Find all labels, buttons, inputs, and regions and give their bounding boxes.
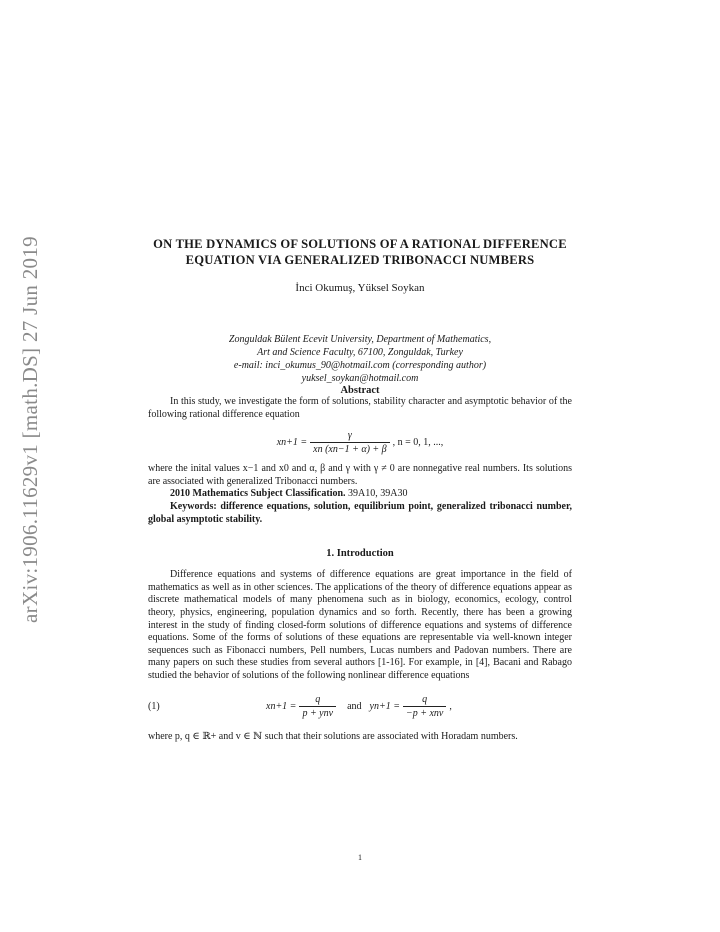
- equation-1: [148, 689, 572, 725]
- keywords-value: difference equations, solution, equilibrium point, generalized tribonacci number, global asymptotic stability.: [148, 500, 572, 525]
- abstract-eq-fraction: [310, 430, 390, 455]
- affiliation-line2: Art and Science Faculty, 67100, Zonguldak, Turkey: [257, 347, 463, 358]
- intro-after: where p, q ∈ ℝ+ and v ∈ ℕ such that their solutions are associated with Horadam numbers.: [148, 730, 518, 742]
- keywords-line: [148, 501, 572, 526]
- keywords-label: Keywords:: [170, 500, 217, 512]
- arxiv-stamp: [6, 214, 54, 644]
- paper-authors: İnci Okumuş, Yüksel Soykan: [295, 282, 425, 294]
- abstract-eq-range: , n = 0, 1, ...,: [392, 436, 444, 448]
- affiliation: [148, 333, 572, 385]
- affiliation-line4: yuksel_soykan@hotmail.com: [301, 373, 419, 384]
- section-heading: 1. Introduction: [326, 548, 394, 560]
- page-number: 1: [358, 853, 362, 862]
- abstract-eq-denominator: xn (xn−1 + α) + β: [310, 442, 390, 455]
- intro-paragraph: Difference equations and systems of difference equations are great importance in the field of mathematics as well as in other sciences. The applications of the theory of difference equations appear as discrete mathematical models of many phenomena such as in biology, economics, ecology, control theory, physics, engineering, population dynamics and so forth. Recently, there has been a growing interest in the study of finding closed-form solutions of difference equations and systems of difference equations. Some of the forms of solutions of these equations are representable via well-known integer sequences such as Fibonacci numbers, Pell numbers, Lucas numbers and Padovan numbers. There are many papers on such these studies from several authors [1-16]. For example, in [4], Bacani and Rabago studied the behavior of solutions of the following nonlinear difference equations: [148, 569, 572, 681]
- eq-end: ,: [449, 701, 452, 712]
- msc-line: [148, 488, 572, 501]
- eq2-lhs: yn+1 =: [369, 701, 400, 712]
- eq2-numerator: q: [422, 694, 428, 705]
- affiliation-line3: e-mail: inci_okumus_90@hotmail.com (corresponding author): [233, 360, 487, 371]
- eq1-fraction: [299, 694, 336, 719]
- paper-page: [148, 236, 572, 743]
- abstract-intro: In this study, we investigate the form of solutions, stability character and asymptotic behavior of the following rational difference equation: [148, 396, 572, 420]
- msc-label: 2010 Mathematics Subject Classification.: [170, 488, 346, 500]
- abstract-equation: [148, 425, 572, 459]
- abstract-after: where the inital values x−1 and x0 and α, β and γ with γ ≠ 0 are nonnegative real numbers. Its solutions are associated with generalized Tribonacci numbers.: [148, 463, 572, 487]
- affiliation-line1: Zonguldak Bülent Ecevit University, Department of Mathematics,: [228, 334, 492, 345]
- eq1-lhs: xn+1 =: [266, 701, 297, 712]
- eq2-fraction: [403, 694, 446, 719]
- abstract-heading: Abstract: [340, 385, 380, 396]
- abstract-eq-numerator: γ: [347, 429, 352, 441]
- eq1-numerator: q: [315, 694, 321, 705]
- eq2-denominator: −p + xnv: [403, 706, 446, 719]
- eq-and: and: [347, 701, 362, 712]
- abstract-eq-lhs: xn+1 =: [276, 436, 308, 448]
- paper-title: ON THE DYNAMICS OF SOLUTIONS OF A RATIONAL DIFFERENCE EQUATION VIA GENERALIZED TRIBONACCI NUMBERS: [153, 237, 567, 267]
- msc-value: 39A10, 39A30: [348, 488, 408, 500]
- arxiv-stamp-text: arXiv:1906.11629v1 [math.DS] 27 Jun 2019: [17, 235, 42, 623]
- eq1-denominator: p + ynv: [299, 706, 336, 719]
- equation-1-label: (1): [148, 701, 160, 712]
